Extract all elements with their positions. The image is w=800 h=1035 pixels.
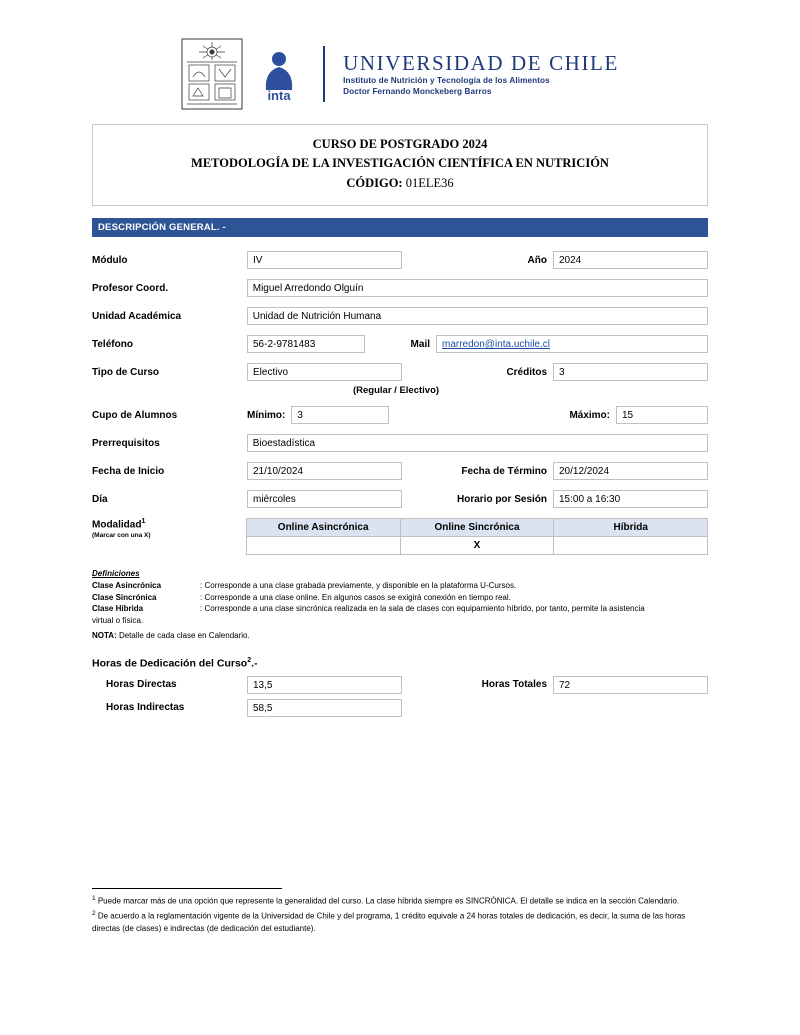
institute-name-line1: Instituto de Nutrición y Tecnología de los Alimentos <box>343 75 550 85</box>
modalidad-mark-row <box>246 537 707 555</box>
logo-divider <box>323 46 325 102</box>
horas-totales-label: Horas Totales <box>481 679 547 691</box>
row-horas-indirectas <box>92 699 708 717</box>
profesor-field[interactable]: Miguel Arredondo Olguín <box>247 279 708 297</box>
row-profesor <box>92 279 708 297</box>
footnote-list <box>92 894 708 935</box>
cupo-alumnos-label: Cupo de Alumnos <box>92 409 178 421</box>
definiciones-title: Definiciones <box>92 569 140 579</box>
prerrequisitos-field[interactable]: Bioestadística <box>247 434 708 452</box>
telefono-label: Teléfono <box>92 338 133 350</box>
course-title-box <box>92 124 708 206</box>
mail-label: Mail <box>410 338 430 350</box>
mail-link[interactable]: marredon@inta.uchile.cl <box>442 339 550 351</box>
course-description-form <box>92 251 708 555</box>
definicion-item <box>92 592 708 604</box>
fecha-termino-field[interactable]: 20/12/2024 <box>553 462 708 480</box>
row-horas-directas <box>92 676 708 694</box>
prerrequisitos-label: Prerrequisitos <box>92 437 160 449</box>
horas-indirectas-field[interactable]: 58,5 <box>247 699 402 717</box>
profesor-label: Profesor Coord. <box>92 282 169 294</box>
course-code-line <box>101 174 699 193</box>
row-prerrequisitos <box>92 434 708 452</box>
modalidad-table <box>246 518 708 555</box>
horas-indirectas-label: Horas Indirectas <box>106 702 185 714</box>
row-unidad <box>92 307 708 325</box>
fecha-inicio-field[interactable]: 21/10/2024 <box>247 462 402 480</box>
horas-dedicacion-title <box>92 657 708 670</box>
definicion-item <box>92 603 708 615</box>
horas-dedicacion-title-text: Horas de Dedicación del Curso <box>92 657 248 670</box>
definiciones-nota <box>92 630 708 642</box>
footnotes-block <box>92 888 708 937</box>
definicion-desc-asincronica: : Corresponde a una clase grabada previamente, y disponible en la plataforma U-Cursos. <box>200 581 517 591</box>
row-telefono-mail <box>92 335 708 353</box>
institute-name-line2: Doctor Fernando Monckeberg Barros <box>343 86 492 96</box>
course-code-label: CÓDIGO: <box>346 175 403 190</box>
modalidad-footnote-ref: 1 <box>141 518 146 526</box>
row-tipo-creditos <box>92 363 708 381</box>
document-header-logo <box>92 0 708 110</box>
anio-field[interactable]: 2024 <box>553 251 708 269</box>
modalidad-label-text: Modalidad <box>92 519 142 531</box>
footnote-1-marker: 1 <box>92 894 96 902</box>
definicion-term-asincronica: Clase Asincrónica <box>92 581 162 591</box>
tipo-curso-label: Tipo de Curso <box>92 366 160 378</box>
mail-field[interactable] <box>436 335 708 353</box>
university-wordmark <box>343 52 619 96</box>
footnote-2 <box>92 909 708 935</box>
row-modalidad <box>92 518 708 555</box>
university-name: UNIVERSIDAD DE CHILE <box>343 50 619 75</box>
course-title-year: CURSO DE POSTGRADO 2024 <box>312 137 488 151</box>
horas-directas-label: Horas Directas <box>106 679 177 691</box>
horas-footnote-ref: 2 <box>247 657 252 665</box>
dia-field[interactable]: miércoles <box>247 490 402 508</box>
row-cupo <box>92 406 708 424</box>
definicion-desc-hibrida: : Corresponde a una clase sincrónica realizada en la sala de clases con equipamiento híbrido, por tanto, permite la asistencia <box>200 604 645 614</box>
tipo-curso-note: (Regular / Electivo) <box>353 385 440 397</box>
maximo-field[interactable]: 15 <box>616 406 708 424</box>
horas-dedicacion-rows <box>92 676 708 717</box>
definicion-term-sincronica: Clase Sincrónica <box>92 592 157 602</box>
footnote-2-marker: 2 <box>92 910 96 918</box>
course-code-value: 01ELE36 <box>405 175 454 190</box>
modalidad-sublabel: (Marcar con una X) <box>92 532 151 540</box>
modalidad-option-hibrida: Híbrida <box>554 519 708 537</box>
university-crest-icon <box>181 38 243 110</box>
horas-title-suffix: .- <box>251 657 258 670</box>
definicion-term-hibrida: Clase Híbrida <box>92 604 144 614</box>
definicion-desc-sincronica: : Corresponde a una clase online. En algunos casos se exigirá conexión en tiempo real. <box>200 592 511 602</box>
row-fechas <box>92 462 708 480</box>
creditos-label: Créditos <box>506 366 547 378</box>
telefono-field[interactable]: 56-2-9781483 <box>247 335 365 353</box>
fecha-inicio-label: Fecha de Inicio <box>92 465 165 477</box>
unidad-academica-label: Unidad Académica <box>92 310 182 322</box>
footnote-1-text: Puede marcar más de una opción que represente la generalidad del curso. La clase híbrida siempre es SINCRÓNICA. El detalle se indica en la sección Calendario. <box>95 896 680 906</box>
row-modulo <box>92 251 708 269</box>
modalidad-header-row <box>246 519 707 537</box>
horas-directas-field[interactable]: 13,5 <box>247 676 402 694</box>
row-dia-horario <box>92 490 708 508</box>
horario-sesion-field[interactable]: 15:00 a 16:30 <box>553 490 708 508</box>
definicion-item <box>92 580 708 592</box>
footnote-1 <box>92 894 708 908</box>
creditos-field[interactable]: 3 <box>553 363 708 381</box>
definiciones-block <box>92 569 708 641</box>
fecha-termino-label: Fecha de Término <box>461 465 547 477</box>
modalidad-label-box <box>92 518 246 539</box>
modalidad-mark-asincronica[interactable] <box>246 537 400 555</box>
footnote-divider <box>92 888 282 889</box>
svg-text:inta: inta <box>267 88 291 102</box>
minimo-label: Mínimo: <box>247 409 286 421</box>
minimo-field[interactable]: 3 <box>291 406 389 424</box>
section-header-general: DESCRIPCIÓN GENERAL. - <box>92 218 708 237</box>
nota-label: NOTA: <box>92 630 117 640</box>
horas-totales-field[interactable]: 72 <box>553 676 708 694</box>
anio-label: Año <box>527 254 547 266</box>
modalidad-label <box>92 518 246 530</box>
modalidad-option-asincronica: Online Asincrónica <box>246 519 400 537</box>
maximo-label: Máximo: <box>569 409 610 421</box>
course-title-name: METODOLOGÍA DE LA INVESTIGACIÓN CIENTÍFICA EN NUTRICIÓN <box>191 156 609 171</box>
horario-sesion-label: Horario por Sesión <box>456 493 547 505</box>
unidad-academica-field[interactable]: Unidad de Nutrición Humana <box>247 307 708 325</box>
nota-text: Detalle de cada clase en Calendario. <box>116 630 250 640</box>
definicion-desc-hibrida-continuation: virtual o física. <box>92 615 144 625</box>
footnote-2-text: De acuerdo a la reglamentación vigente de la Universidad de Chile y del programa, 1 crédito equivale a 24 horas totales de dedicación, es decir, la suma de las horas directas (de clases) e indirectas (de dedicación del estudiante). <box>92 912 686 933</box>
modulo-field[interactable]: IV <box>247 251 402 269</box>
inta-logo-icon <box>253 46 305 102</box>
dia-label: Día <box>92 493 108 505</box>
tipo-curso-field[interactable]: Electivo <box>247 363 402 381</box>
modalidad-option-sincronica: Online Sincrónica <box>400 519 554 537</box>
modalidad-mark-hibrida[interactable] <box>554 537 708 555</box>
modalidad-mark-sincronica[interactable]: X <box>400 537 554 555</box>
modulo-label: Módulo <box>92 254 128 266</box>
